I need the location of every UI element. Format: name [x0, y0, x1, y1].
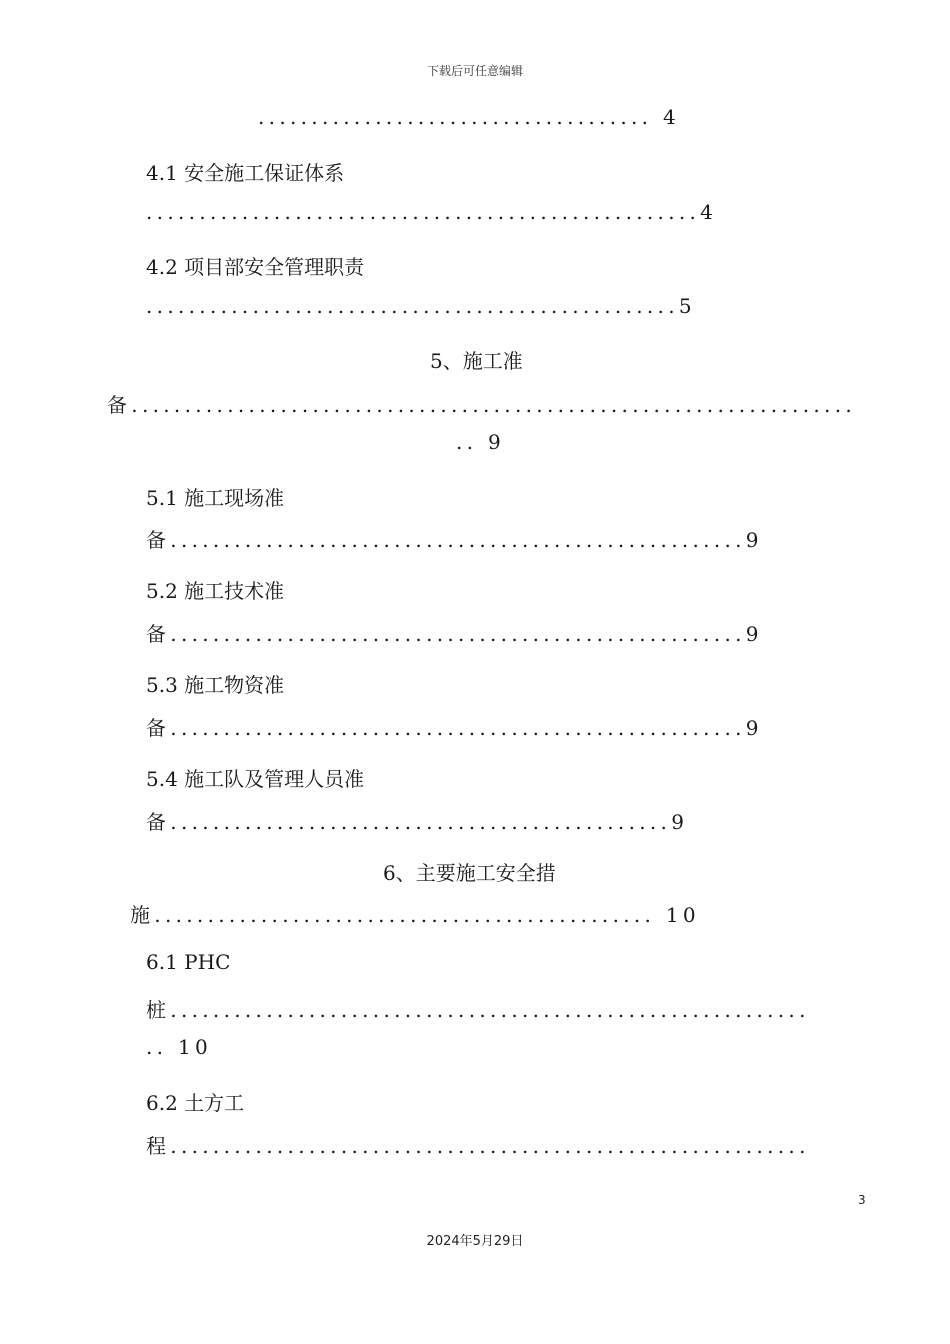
toc-entry-5-leader: 备....................................................................	[107, 393, 857, 417]
toc-entry-6-1-leader: 桩............................................................	[146, 998, 810, 1022]
toc-entry-6-1-page: .. 10	[146, 1035, 213, 1059]
toc-entry-4-2-leader: ..................................................5	[146, 294, 696, 318]
toc-entry-5-3-leader: 备......................................................9	[146, 716, 763, 740]
toc-entry-6-2-title: 6.2 土方工	[146, 1091, 245, 1115]
toc-entry-5-3-title: 5.3 施工物资准	[146, 673, 285, 697]
toc-entry-5-4-title: 5.4 施工队及管理人员准	[146, 767, 365, 791]
toc-entry-6-2-leader: 程............................................................	[146, 1134, 810, 1158]
toc-entry-5-1-leader: 备......................................................9	[146, 528, 763, 552]
page-header: 下载后可任意编辑	[426, 64, 523, 78]
toc-entry-6-leader: 施............................................... 10	[130, 903, 700, 927]
toc-entry-4-1-title: 4.1 安全施工保证体系	[146, 161, 345, 185]
toc-entry-6-title: 6、主要施工安全措	[383, 861, 556, 885]
toc-entry-5-1-title: 5.1 施工现场准	[146, 486, 285, 510]
toc-entry-5-title: 5、施工准	[430, 349, 523, 373]
toc-entry-5-4-leader: 备...............................................9	[146, 810, 689, 834]
toc-entry-4-2-title: 4.2 项目部安全管理职责	[146, 255, 365, 279]
toc-entry-6-1-title: 6.1 PHC	[146, 950, 231, 974]
toc-entry-5-2-leader: 备......................................................9	[146, 622, 763, 646]
page-number: 3	[858, 1193, 866, 1207]
toc-entry-4-1-leader: ....................................................4	[146, 200, 718, 224]
toc-entry-5-page: .. 9	[456, 430, 505, 454]
toc-entry-5-2-title: 5.2 施工技术准	[146, 579, 285, 603]
toc-continuation-line: ..................................... 4	[258, 105, 681, 129]
page-footer-date: 2024年5月29日	[426, 1234, 524, 1249]
